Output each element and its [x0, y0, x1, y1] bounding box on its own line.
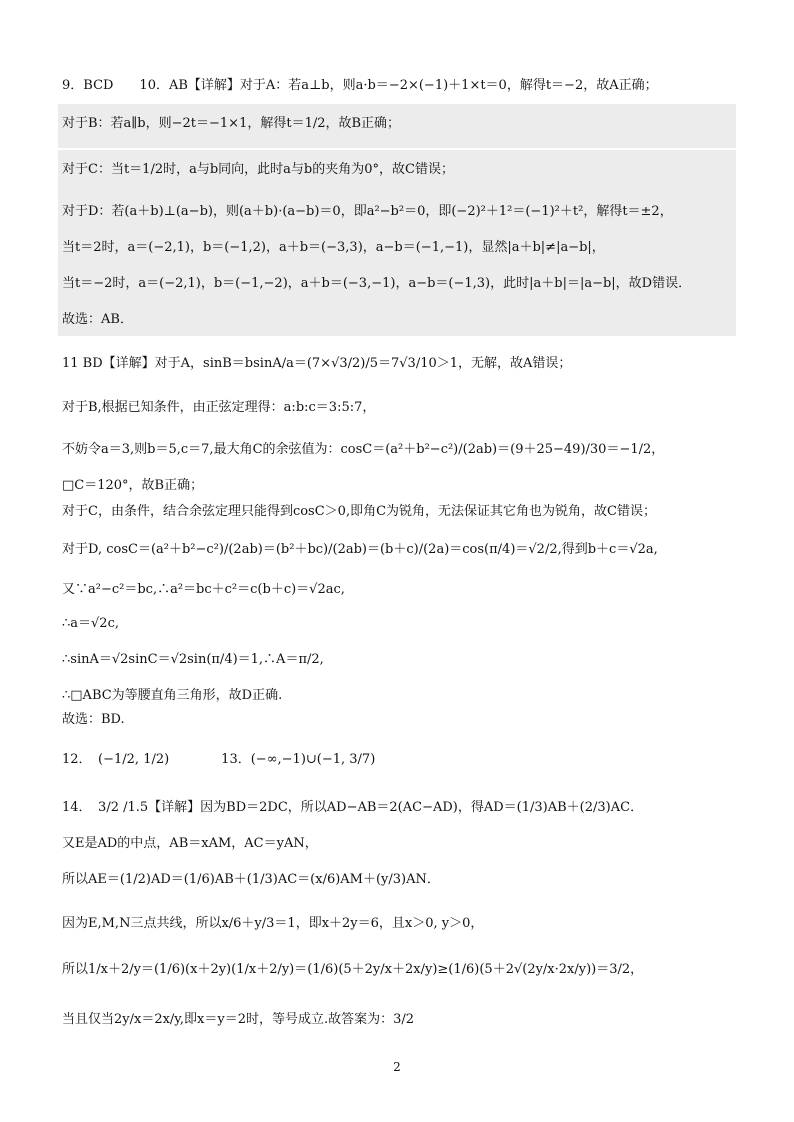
solution-10-c: 对于C：当t＝1/2时，a与b同向，此时a与b的夹角为0°，故C错误；: [62, 162, 454, 177]
solution-10-d: 对于D：若(a＋b)⊥(a−b)，则(a＋b)·(a−b)＝0，即a²−b²＝0，即(−2)²＋1²＝(−1)²＋t²，解得t＝±2，: [62, 204, 673, 219]
solution-10-b: 对于B：若a∥b，则−2t＝−1×1，解得t＝1/2，故B正确；: [62, 116, 401, 131]
solution-10-d-tneg2: 当t＝−2时，a＝(−2,1)，b＝(−1,−2)，a＋b＝(−3,−1)，a−b＝(−1,3)，此时|a＋b|＝|a−b|，故D错误．: [62, 276, 692, 291]
solution-14-6: 当且仅当2y/x＝2x/y,即x＝y＝2时，等号成立.故答案为：3/2: [62, 1012, 415, 1027]
solution-11-c: 对于C，由条件，结合余弦定理只能得到cosC＞0,即角C为锐角，无法保证其它角也为锐角，故C错误；: [62, 504, 656, 519]
solution-11-d-2: 又∵a²−c²＝bc,∴a²＝bc＋c²＝c(b＋c)＝√2ac,: [62, 582, 345, 597]
solution-11-d-4: ∴sinA＝√2sinC＝√2sin(π/4)＝1,∴A＝π/2,: [62, 652, 324, 667]
answer-9-10: 9．BCD 10．AB【详解】对于A：若a⊥b，则a·b＝−2×(−1)＋1×t＝0，解得t＝−2，故A正确；: [62, 78, 658, 93]
solution-14-5: 所以1/x＋2/y＝(1/6)(x＋2y)(1/x＋2/y)＝(1/6)(5＋2y/x＋2x/y)≥(1/6)(5＋2√(2y/x·2x/y))＝3/2，: [62, 962, 644, 977]
solution-14-2: 又E是AD的中点，AB＝xAM，AC＝yAN，: [62, 836, 318, 851]
answer-12-13: 12． (−1/2, 1/2) 13．(−∞,−1)∪(−1, 3/7): [62, 752, 376, 767]
solution-11-d: 对于D, cosC＝(a²＋b²−c²)/(2ab)＝(b²＋bc)/(2ab)＝(b＋c)/(2a)＝cos(π/4)＝√2/2,得到b＋c＝√2a,: [62, 542, 658, 557]
solution-11-b-angle: □C＝120°，故B正确；: [62, 478, 204, 493]
answer-11: 故选：BD.: [62, 712, 125, 727]
answer-10: 故选：AB．: [62, 312, 133, 327]
solution-14: 14． 3/2 /1.5【详解】因为BD＝2DC，所以AD−AB＝2(AC−AD)，得AD＝(1/3)AB＋(2/3)AC．: [62, 800, 644, 815]
solution-11-b: 对于B,根据已知条件，由正弦定理得：a:b:c＝3:5:7，: [62, 400, 376, 415]
solution-14-3: 所以AE＝(1/2)AD＝(1/6)AB＋(1/3)AC＝(x/6)AM＋(y/3)AN．: [62, 872, 440, 887]
page-number: 2: [393, 1060, 401, 1074]
solution-11-b-cos: 不妨令a＝3,则b＝5,c＝7,最大角C的余弦值为：cosC＝(a²＋b²−c²)/(2ab)＝(9＋25−49)/30＝−1/2，: [62, 442, 665, 457]
solution-11-d-5: ∴□ABC为等腰直角三角形，故D正确.: [62, 688, 283, 703]
solution-10-d-t2: 当t＝2时，a＝(−2,1)，b＝(−1,2)，a＋b＝(−3,3)，a−b＝(−1,−1)，显然|a＋b|≠|a−b|，: [62, 240, 605, 255]
solution-14-4: 因为E,M,N三点共线，所以x/6＋y/3＝1，即x＋2y＝6，且x＞0, y＞0，: [62, 916, 484, 931]
solution-11-d-3: ∴a＝√2c,: [62, 616, 119, 631]
solution-11-a: 11 BD【详解】对于A，sinB＝bsinA/a＝(7×√3/2)/5＝7√3/10＞1，无解，故A错误；: [62, 356, 572, 371]
